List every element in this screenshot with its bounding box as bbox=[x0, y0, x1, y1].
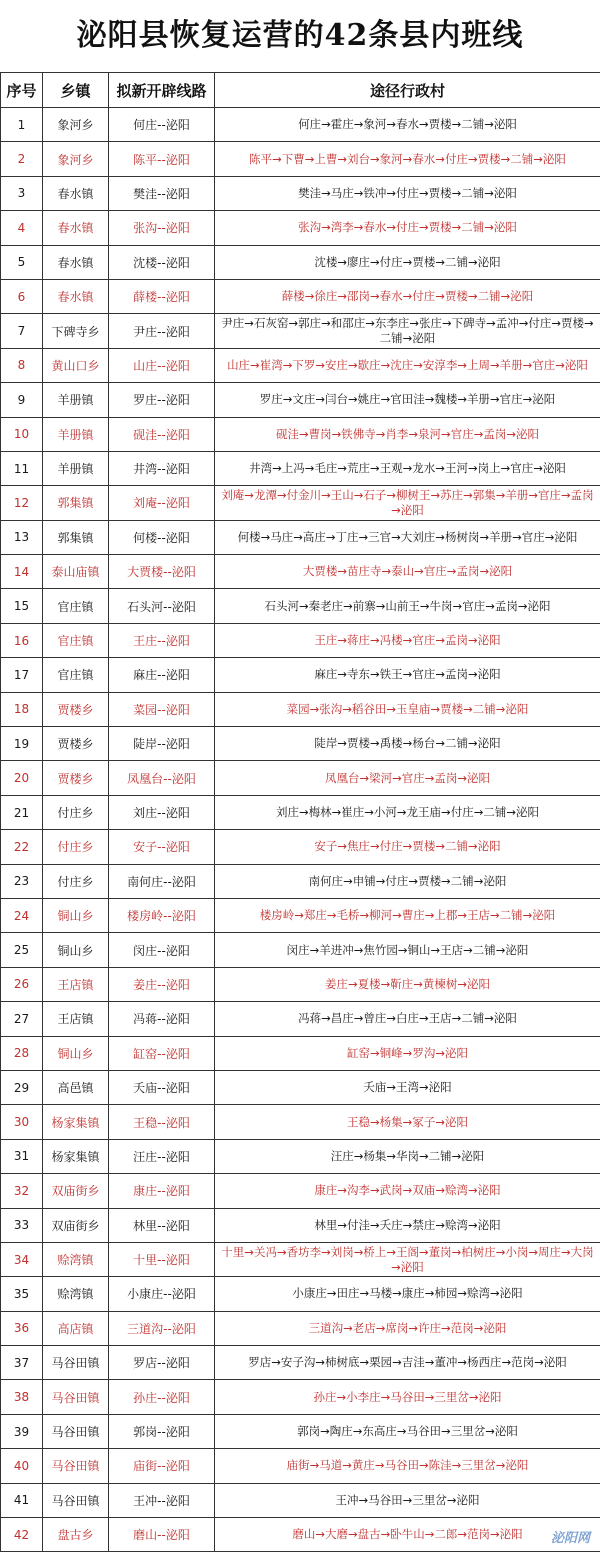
cell-town: 下碑寺乡 bbox=[43, 314, 109, 348]
cell-no: 2 bbox=[1, 142, 43, 176]
table-row bbox=[1, 1139, 600, 1173]
cell-route: 何楼→马庄→高庄→丁庄→三官→大刘庄→杨树岗→羊册→官庄→泌阳 bbox=[215, 520, 600, 554]
cell-line: 三道沟--泌阳 bbox=[109, 1311, 215, 1345]
cell-route: 汪庄→杨集→华岗→二铺→泌阳 bbox=[215, 1139, 600, 1173]
cell-no: 36 bbox=[1, 1311, 43, 1345]
cell-no: 4 bbox=[1, 211, 43, 245]
cell-town: 双庙街乡 bbox=[43, 1174, 109, 1208]
cell-route: 康庄→沟李→武岗→双庙→赊湾→泌阳 bbox=[215, 1174, 600, 1208]
cell-line: 冯蒋--泌阳 bbox=[109, 1002, 215, 1036]
cell-route: 庙街→马道→黄庄→马谷田→陈洼→三里岔→泌阳 bbox=[215, 1449, 600, 1483]
bus-lines-table bbox=[0, 72, 600, 1552]
cell-line: 姜庄--泌阳 bbox=[109, 967, 215, 1001]
cell-route: 姜庄→夏楼→靳庄→黄楝树→泌阳 bbox=[215, 967, 600, 1001]
cell-town: 马谷田镇 bbox=[43, 1346, 109, 1380]
cell-line: 罗店--泌阳 bbox=[109, 1346, 215, 1380]
cell-no: 34 bbox=[1, 1242, 43, 1276]
cell-line: 樊洼--泌阳 bbox=[109, 176, 215, 210]
cell-no: 21 bbox=[1, 795, 43, 829]
cell-no: 10 bbox=[1, 417, 43, 451]
cell-route: 安子→焦庄→付庄→贾楼→二铺→泌阳 bbox=[215, 830, 600, 864]
cell-no: 40 bbox=[1, 1449, 43, 1483]
cell-town: 贾楼乡 bbox=[43, 692, 109, 726]
cell-line: 小康庄--泌阳 bbox=[109, 1277, 215, 1311]
cell-town: 羊册镇 bbox=[43, 451, 109, 485]
header-line: 拟新开辟线路 bbox=[109, 73, 215, 108]
cell-no: 5 bbox=[1, 245, 43, 279]
cell-line: 砚洼--泌阳 bbox=[109, 417, 215, 451]
cell-route: 楼房岭→郑庄→毛桥→柳河→曹庄→上郡→王店→二铺→泌阳 bbox=[215, 898, 600, 932]
page-title: 泌阳县恢复运营的42条县内班线 bbox=[76, 18, 524, 53]
cell-route: 凤凰台→梁河→官庄→孟岗→泌阳 bbox=[215, 761, 600, 795]
cell-route: 郭岗→陶庄→东高庄→马谷田→三里岔→泌阳 bbox=[215, 1414, 600, 1448]
table-row bbox=[1, 589, 600, 623]
cell-line: 山庄--泌阳 bbox=[109, 348, 215, 382]
table-row bbox=[1, 1277, 600, 1311]
cell-line: 缸窑--泌阳 bbox=[109, 1036, 215, 1070]
cell-line: 何楼--泌阳 bbox=[109, 520, 215, 554]
cell-line: 磨山--泌阳 bbox=[109, 1518, 215, 1552]
table-row bbox=[1, 864, 600, 898]
cell-route: 磨山→大磨→盘古→卧牛山→二郎→范岗→泌阳 bbox=[215, 1518, 600, 1552]
cell-town: 泰山庙镇 bbox=[43, 555, 109, 589]
cell-route: 刘庵→龙潭→付金川→王山→石子→柳树王→苏庄→郭集→羊册→官庄→孟岗→泌阳 bbox=[215, 486, 600, 520]
cell-no: 13 bbox=[1, 520, 43, 554]
cell-town: 春水镇 bbox=[43, 176, 109, 210]
cell-no: 42 bbox=[1, 1518, 43, 1552]
cell-route: 樊洼→马庄→铁冲→付庄→贾楼→二铺→泌阳 bbox=[215, 176, 600, 210]
cell-town: 春水镇 bbox=[43, 211, 109, 245]
cell-town: 王店镇 bbox=[43, 1002, 109, 1036]
cell-line: 罗庄--泌阳 bbox=[109, 383, 215, 417]
table-row bbox=[1, 1414, 600, 1448]
cell-town: 郭集镇 bbox=[43, 486, 109, 520]
cell-town: 贾楼乡 bbox=[43, 761, 109, 795]
cell-route: 大贾楼→苗庄寺→泰山→官庄→孟岗→泌阳 bbox=[215, 555, 600, 589]
cell-town: 王店镇 bbox=[43, 967, 109, 1001]
cell-line: 王冲--泌阳 bbox=[109, 1483, 215, 1517]
cell-no: 29 bbox=[1, 1070, 43, 1104]
cell-no: 11 bbox=[1, 451, 43, 485]
cell-town: 官庄镇 bbox=[43, 658, 109, 692]
cell-route: 尹庄→石灰窑→郭庄→和邵庄→东李庄→张庄→下碑寺→孟冲→付庄→贾楼→二铺→泌阳 bbox=[215, 314, 600, 348]
table-row bbox=[1, 761, 600, 795]
cell-line: 石头河--泌阳 bbox=[109, 589, 215, 623]
table-row bbox=[1, 245, 600, 279]
cell-route: 王稳→杨集→冢子→泌阳 bbox=[215, 1105, 600, 1139]
table-row bbox=[1, 830, 600, 864]
cell-line: 孙庄--泌阳 bbox=[109, 1380, 215, 1414]
cell-no: 18 bbox=[1, 692, 43, 726]
cell-route: 南何庄→申铺→付庄→贾楼→二铺→泌阳 bbox=[215, 864, 600, 898]
header-route: 途径行政村 bbox=[215, 73, 600, 108]
cell-route: 沈楼→廖庄→付庄→贾楼→二铺→泌阳 bbox=[215, 245, 600, 279]
cell-route: 麻庄→寺东→铁王→官庄→孟岗→泌阳 bbox=[215, 658, 600, 692]
cell-line: 安子--泌阳 bbox=[109, 830, 215, 864]
cell-route: 菜园→张沟→稻谷田→玉皇庙→贾楼→二铺→泌阳 bbox=[215, 692, 600, 726]
cell-no: 1 bbox=[1, 108, 43, 142]
cell-no: 20 bbox=[1, 761, 43, 795]
cell-town: 杨家集镇 bbox=[43, 1139, 109, 1173]
cell-town: 高店镇 bbox=[43, 1311, 109, 1345]
cell-town: 马谷田镇 bbox=[43, 1449, 109, 1483]
cell-no: 3 bbox=[1, 176, 43, 210]
cell-town: 黄山口乡 bbox=[43, 348, 109, 382]
cell-line: 楼房岭--泌阳 bbox=[109, 898, 215, 932]
cell-no: 41 bbox=[1, 1483, 43, 1517]
cell-line: 王庄--泌阳 bbox=[109, 623, 215, 657]
cell-route: 薛楼→徐庄→邵岗→春水→付庄→贾楼→二铺→泌阳 bbox=[215, 279, 600, 313]
table-row bbox=[1, 279, 600, 313]
cell-no: 7 bbox=[1, 314, 43, 348]
cell-route: 缸窑→铜峰→罗沟→泌阳 bbox=[215, 1036, 600, 1070]
cell-line: 汪庄--泌阳 bbox=[109, 1139, 215, 1173]
cell-route: 砚洼→曹岗→铁佛寺→肖李→泉河→官庄→孟岗→泌阳 bbox=[215, 417, 600, 451]
table-row bbox=[1, 142, 600, 176]
cell-route: 山庄→崔湾→下罗→安庄→歇庄→沈庄→安淳李→上周→羊册→官庄→泌阳 bbox=[215, 348, 600, 382]
table-row bbox=[1, 451, 600, 485]
cell-route: 罗庄→文庄→闫台→姚庄→官田洼→魏楼→羊册→官庄→泌阳 bbox=[215, 383, 600, 417]
cell-line: 张沟--泌阳 bbox=[109, 211, 215, 245]
cell-route: 夭庙→王湾→泌阳 bbox=[215, 1070, 600, 1104]
cell-line: 林里--泌阳 bbox=[109, 1208, 215, 1242]
table-row bbox=[1, 211, 600, 245]
cell-line: 何庄--泌阳 bbox=[109, 108, 215, 142]
table-row bbox=[1, 623, 600, 657]
cell-no: 17 bbox=[1, 658, 43, 692]
table-row bbox=[1, 314, 600, 348]
table-body bbox=[1, 108, 600, 1552]
cell-route: 闵庄→羊进冲→焦竹园→铜山→王店→二铺→泌阳 bbox=[215, 933, 600, 967]
cell-town: 羊册镇 bbox=[43, 417, 109, 451]
cell-town: 盘古乡 bbox=[43, 1518, 109, 1552]
cell-town: 赊湾镇 bbox=[43, 1277, 109, 1311]
cell-town: 付庄乡 bbox=[43, 864, 109, 898]
cell-no: 12 bbox=[1, 486, 43, 520]
cell-line: 薛楼--泌阳 bbox=[109, 279, 215, 313]
cell-route: 孙庄→小李庄→马谷田→三里岔→泌阳 bbox=[215, 1380, 600, 1414]
table-row bbox=[1, 520, 600, 554]
cell-line: 沈楼--泌阳 bbox=[109, 245, 215, 279]
header-town: 乡镇 bbox=[43, 73, 109, 108]
table-row bbox=[1, 1380, 600, 1414]
cell-route: 石头河→秦老庄→前寨→山前王→牛岗→官庄→孟岗→泌阳 bbox=[215, 589, 600, 623]
cell-town: 贾楼乡 bbox=[43, 727, 109, 761]
cell-line: 刘庄--泌阳 bbox=[109, 795, 215, 829]
cell-route: 张沟→湾李→春水→付庄→贾楼→二铺→泌阳 bbox=[215, 211, 600, 245]
cell-route: 十里→关冯→香坊李→刘岗→桥上→王阁→董岗→柏树庄→小岗→周庄→大岗→泌阳 bbox=[215, 1242, 600, 1276]
cell-no: 32 bbox=[1, 1174, 43, 1208]
table-row bbox=[1, 1070, 600, 1104]
cell-town: 铜山乡 bbox=[43, 898, 109, 932]
table-row bbox=[1, 1002, 600, 1036]
cell-town: 马谷田镇 bbox=[43, 1483, 109, 1517]
table-row bbox=[1, 727, 600, 761]
table-row bbox=[1, 176, 600, 210]
cell-line: 陡岸--泌阳 bbox=[109, 727, 215, 761]
cell-no: 39 bbox=[1, 1414, 43, 1448]
cell-line: 陈平--泌阳 bbox=[109, 142, 215, 176]
cell-route: 何庄→霍庄→象河→春水→贾楼→二铺→泌阳 bbox=[215, 108, 600, 142]
cell-no: 14 bbox=[1, 555, 43, 589]
cell-line: 井湾--泌阳 bbox=[109, 451, 215, 485]
table-row bbox=[1, 692, 600, 726]
table-row bbox=[1, 1346, 600, 1380]
table-row bbox=[1, 1105, 600, 1139]
header-no: 序号 bbox=[1, 73, 43, 108]
table-row bbox=[1, 933, 600, 967]
table-row bbox=[1, 1036, 600, 1070]
table-row bbox=[1, 1483, 600, 1517]
cell-town: 官庄镇 bbox=[43, 623, 109, 657]
cell-no: 24 bbox=[1, 898, 43, 932]
cell-no: 16 bbox=[1, 623, 43, 657]
cell-route: 刘庄→梅林→崔庄→小河→龙王庙→付庄→二铺→泌阳 bbox=[215, 795, 600, 829]
cell-town: 赊湾镇 bbox=[43, 1242, 109, 1276]
table-row bbox=[1, 1174, 600, 1208]
cell-no: 6 bbox=[1, 279, 43, 313]
cell-no: 38 bbox=[1, 1380, 43, 1414]
cell-line: 麻庄--泌阳 bbox=[109, 658, 215, 692]
cell-no: 9 bbox=[1, 383, 43, 417]
table-row bbox=[1, 1449, 600, 1483]
cell-route: 王冲→马谷田→三里岔→泌阳 bbox=[215, 1483, 600, 1517]
cell-town: 春水镇 bbox=[43, 279, 109, 313]
cell-town: 象河乡 bbox=[43, 142, 109, 176]
table-row bbox=[1, 1311, 600, 1345]
cell-no: 30 bbox=[1, 1105, 43, 1139]
cell-line: 尹庄--泌阳 bbox=[109, 314, 215, 348]
table-row bbox=[1, 967, 600, 1001]
table-row bbox=[1, 795, 600, 829]
table-row bbox=[1, 348, 600, 382]
table-row bbox=[1, 486, 600, 520]
cell-town: 郭集镇 bbox=[43, 520, 109, 554]
cell-no: 28 bbox=[1, 1036, 43, 1070]
cell-town: 羊册镇 bbox=[43, 383, 109, 417]
cell-no: 8 bbox=[1, 348, 43, 382]
cell-town: 高邑镇 bbox=[43, 1070, 109, 1104]
cell-route: 冯蒋→昌庄→曾庄→白庄→王店→二铺→泌阳 bbox=[215, 1002, 600, 1036]
table-row bbox=[1, 1518, 600, 1552]
cell-town: 铜山乡 bbox=[43, 933, 109, 967]
cell-no: 37 bbox=[1, 1346, 43, 1380]
cell-town: 杨家集镇 bbox=[43, 1105, 109, 1139]
cell-line: 南何庄--泌阳 bbox=[109, 864, 215, 898]
cell-line: 大贾楼--泌阳 bbox=[109, 555, 215, 589]
cell-line: 庙街--泌阳 bbox=[109, 1449, 215, 1483]
cell-no: 23 bbox=[1, 864, 43, 898]
cell-no: 15 bbox=[1, 589, 43, 623]
cell-line: 闵庄--泌阳 bbox=[109, 933, 215, 967]
cell-town: 官庄镇 bbox=[43, 589, 109, 623]
cell-town: 双庙街乡 bbox=[43, 1208, 109, 1242]
cell-route: 小康庄→田庄→马楼→康庄→柿园→赊湾→泌阳 bbox=[215, 1277, 600, 1311]
cell-line: 刘庵--泌阳 bbox=[109, 486, 215, 520]
cell-no: 33 bbox=[1, 1208, 43, 1242]
cell-line: 夭庙--泌阳 bbox=[109, 1070, 215, 1104]
cell-line: 凤凰台--泌阳 bbox=[109, 761, 215, 795]
table-row bbox=[1, 417, 600, 451]
table-row bbox=[1, 555, 600, 589]
table-row bbox=[1, 1242, 600, 1276]
cell-town: 春水镇 bbox=[43, 245, 109, 279]
table-row bbox=[1, 1208, 600, 1242]
table-row bbox=[1, 108, 600, 142]
cell-no: 25 bbox=[1, 933, 43, 967]
cell-line: 王稳--泌阳 bbox=[109, 1105, 215, 1139]
cell-town: 马谷田镇 bbox=[43, 1380, 109, 1414]
cell-no: 35 bbox=[1, 1277, 43, 1311]
table-row bbox=[1, 898, 600, 932]
cell-town: 付庄乡 bbox=[43, 830, 109, 864]
cell-route: 井湾→上冯→毛庄→荒庄→王观→龙水→王河→岗上→官庄→泌阳 bbox=[215, 451, 600, 485]
table-row bbox=[1, 658, 600, 692]
cell-no: 27 bbox=[1, 1002, 43, 1036]
table-row bbox=[1, 383, 600, 417]
table-header-row bbox=[1, 73, 600, 108]
cell-town: 象河乡 bbox=[43, 108, 109, 142]
cell-line: 菜园--泌阳 bbox=[109, 692, 215, 726]
cell-no: 22 bbox=[1, 830, 43, 864]
cell-route: 罗店→安子沟→柿树底→栗园→吉洼→董冲→杨西庄→范岗→泌阳 bbox=[215, 1346, 600, 1380]
cell-town: 铜山乡 bbox=[43, 1036, 109, 1070]
cell-line: 康庄--泌阳 bbox=[109, 1174, 215, 1208]
cell-town: 付庄乡 bbox=[43, 795, 109, 829]
cell-line: 郭岗--泌阳 bbox=[109, 1414, 215, 1448]
cell-no: 31 bbox=[1, 1139, 43, 1173]
cell-route: 陈平→下曹→上曹→刘台→象河→春水→付庄→贾楼→二铺→泌阳 bbox=[215, 142, 600, 176]
cell-route: 林里→付洼→夭庄→禁庄→赊湾→泌阳 bbox=[215, 1208, 600, 1242]
cell-route: 三道沟→老店→席岗→许庄→范岗→泌阳 bbox=[215, 1311, 600, 1345]
cell-route: 陡岸→贾楼→禹楼→杨台→二铺→泌阳 bbox=[215, 727, 600, 761]
cell-town: 马谷田镇 bbox=[43, 1414, 109, 1448]
watermark-logo: 泌阳网 bbox=[550, 1531, 590, 1547]
cell-line: 十里--泌阳 bbox=[109, 1242, 215, 1276]
cell-route: 王庄→蒋庄→冯楼→官庄→孟岗→泌阳 bbox=[215, 623, 600, 657]
cell-no: 26 bbox=[1, 967, 43, 1001]
cell-no: 19 bbox=[1, 727, 43, 761]
